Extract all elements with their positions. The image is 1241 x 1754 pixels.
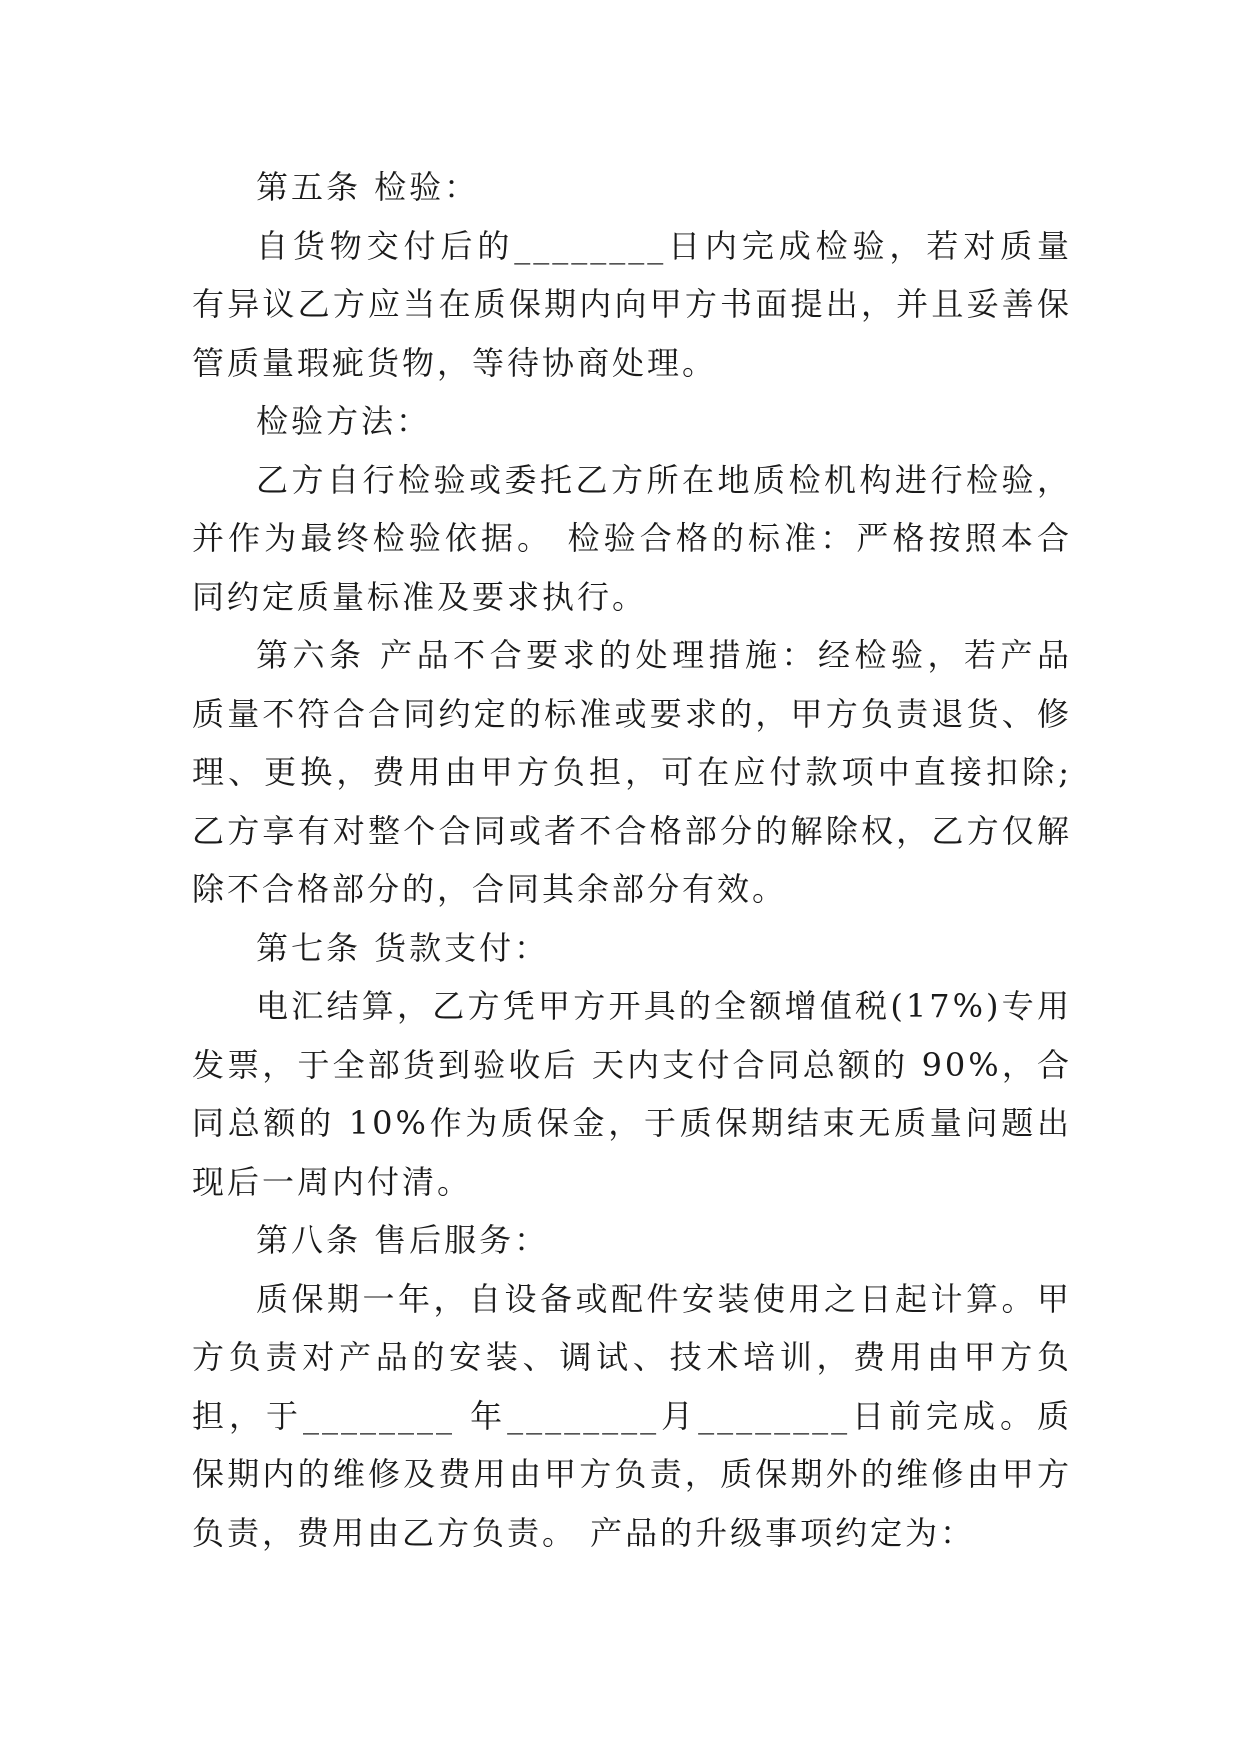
article-8-heading: 第八条 售后服务： xyxy=(256,1221,550,1259)
inspection-method-paragraph: 乙方自行检验或委托乙方所在地质检机构进行检验，并作为最终检验依据。 检验合格的标准：严格按照本合同约定质量标准及要求执行。 xyxy=(192,460,1072,616)
article-5-heading: 第五条 检验： xyxy=(256,168,480,206)
inspection-method-heading: 检验方法： xyxy=(256,402,432,440)
article-7-heading: 第七条 货款支付： xyxy=(256,928,550,967)
article-6-paragraph: 第六条 产品不合要求的处理措施：经检验，若产品质量不符合合同约定的标准或要求的，甲方负责退货、修理、更换，费用由甲方负担，可在应付款项中直接扣除;乙方享有对整个合同或者不合格部分的解除权，乙方仅解除不合格部分的，合同其余部分有效。 xyxy=(192,636,1072,908)
after-sales-paragraph: 质保期一年，自设备或配件安装使用之日起计算。甲方负责对产品的安装、调试、技术培训，费用由甲方负担，于________ 年________月________日前完成。质保期内的维修及费用由甲方负责，质保期外的维修由甲方负责，费用由乙方负责。 产品的升级事项约定为： xyxy=(192,1279,1072,1552)
payment-paragraph: 电汇结算，乙方凭甲方开具的全额增值税(17%)专用发票，于全部货到验收后 天内支付合同总额的 90%，合同总额的 10%作为质保金，于质保期结束无质量问题出现后一周内付清。 xyxy=(192,987,1072,1201)
document-body xyxy=(192,158,1072,1562)
inspection-period-paragraph: 自货物交付后的________日内完成检验，若对质量有异议乙方应当在质保期内向甲方书面提出，并且妥善保管质量瑕疵货物，等待协商处理。 xyxy=(192,226,1072,382)
